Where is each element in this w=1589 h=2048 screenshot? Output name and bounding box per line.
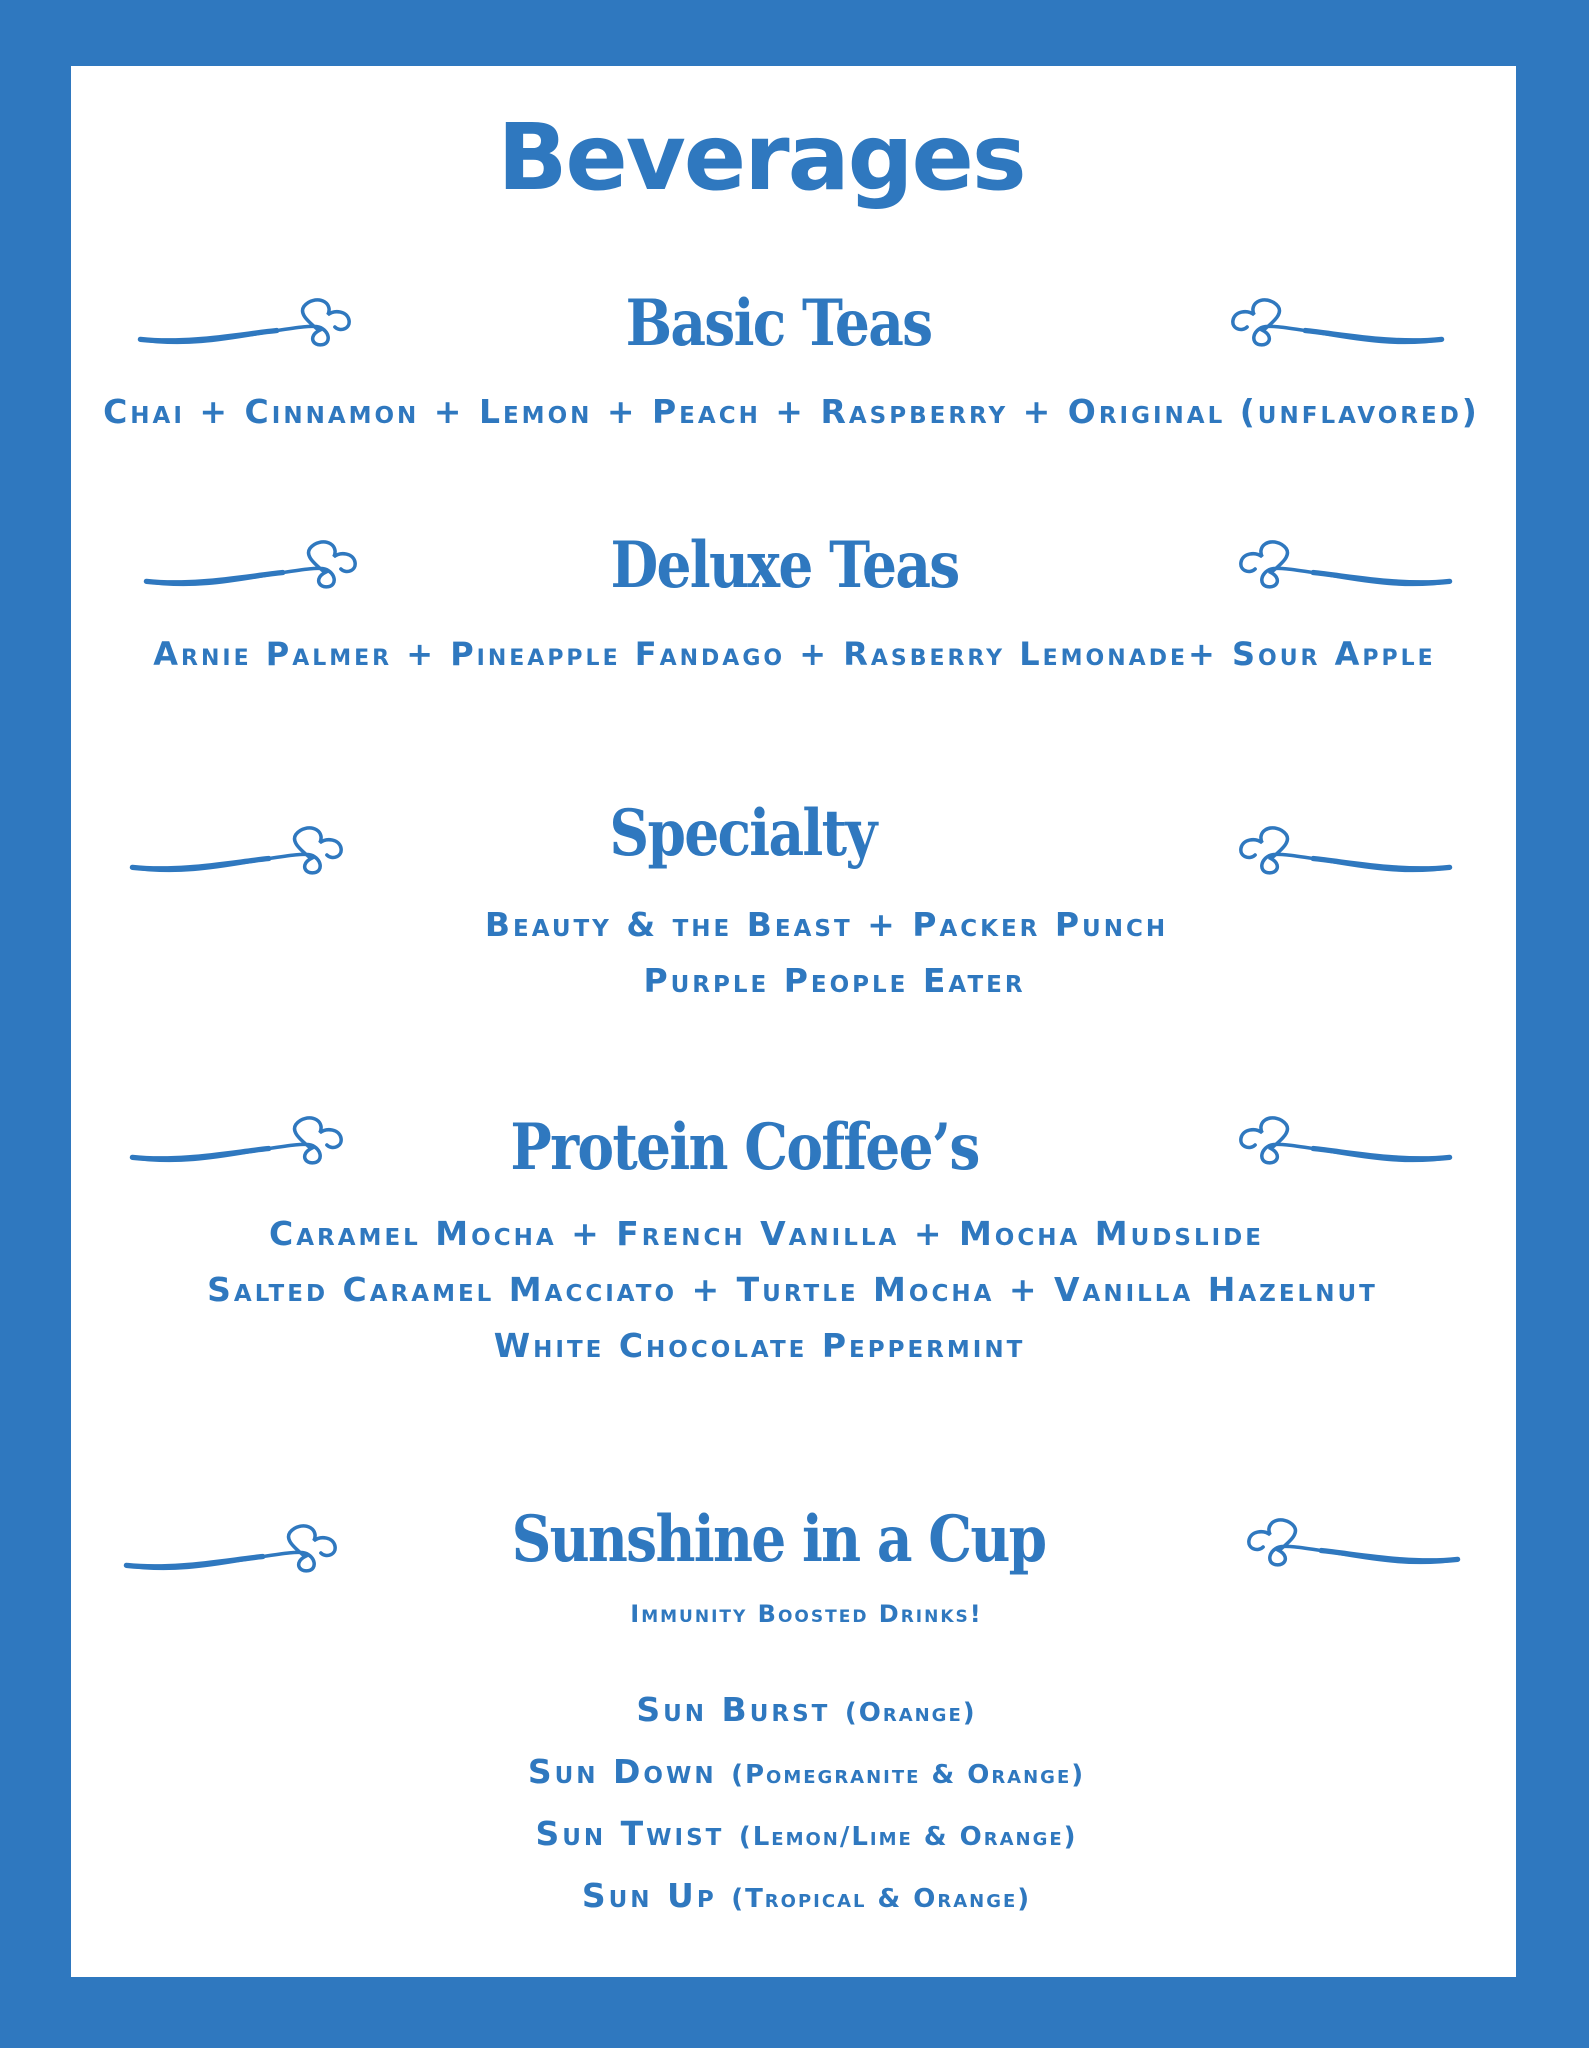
sunshine-item-name: Sun Twist [535,1814,725,1853]
section-heading-deluxe-teas: Deluxe Teas [610,528,959,603]
sunshine-subtitle: Immunity Boosted Drinks! [630,1600,983,1628]
protein-line-1: Caramel Mocha + French Vanilla + Mocha Mudslide [269,1214,1264,1253]
sunshine-item-name: Sun Up [581,1876,717,1915]
sunshine-item [12,1690,1589,1729]
specialty-line-2: Purple People Eater [643,961,1026,1000]
section-heading-basic-teas: Basic Teas [625,286,932,361]
sunshine-item-name: Sun Down [527,1752,717,1791]
section-heading-sunshine: Sunshine in a Cup [511,1502,1046,1577]
sunshine-item-name: Sun Burst [636,1690,831,1729]
basic-teas-list: Chai + Cinnamon + Lemon + Peach + Raspberry + Original (unflavored) [103,392,1480,431]
sunshine-item [12,1876,1589,1915]
deluxe-teas-list: Arnie Palmer + Pineapple Fandago + Rasberry Lemonade+ Sour Apple [153,635,1436,673]
page-title: Beverages [497,104,1025,211]
sunshine-item-detail: (Orange) [844,1698,977,1728]
sunshine-item-detail: (Lemon/Lime & Orange) [738,1822,1078,1852]
section-heading-protein-coffees: Protein Coffee’s [510,1110,979,1185]
sunshine-item-detail: (Tropical & Orange) [731,1884,1032,1914]
specialty-line-1: Beauty & the Beast + Packer Punch [484,905,1169,944]
sunshine-item [12,1752,1589,1791]
protein-line-3: White Chocolate Peppermint [493,1326,1026,1365]
section-heading-specialty: Specialty [609,796,876,871]
sunshine-item [12,1814,1589,1853]
sunshine-item-detail: (Pomegranite & Orange) [731,1760,1086,1790]
protein-line-2: Salted Caramel Macciato + Turtle Mocha + Vanilla Hazelnut [207,1270,1378,1309]
